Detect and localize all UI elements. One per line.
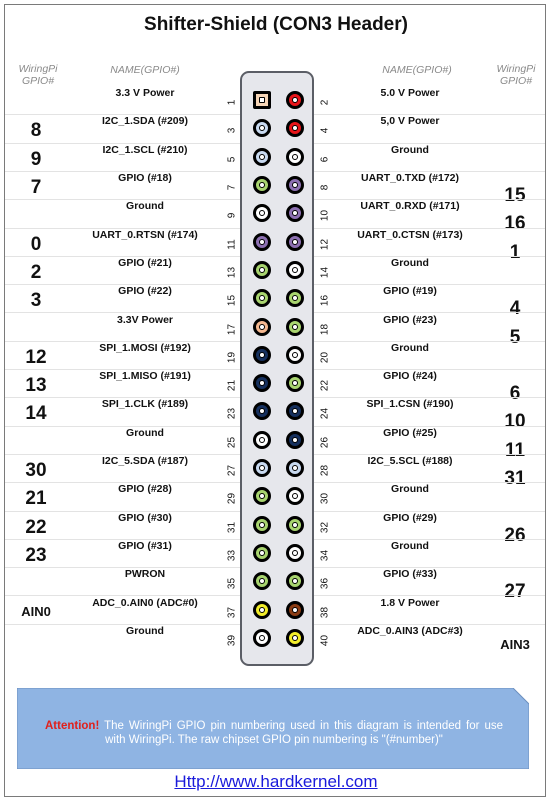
left-wiringpi-number: 7 [30,177,42,199]
pin-19-navy [253,346,271,364]
left-pin-name: I2C_5.SDA (#187) [102,455,188,468]
right-pin-name: GPIO (#24) [383,370,437,383]
right-pin-name: 1.8 V Power [380,596,440,609]
right-name-header: NAME(GPIO#) [382,64,452,76]
left-pin-number: 23 [226,408,238,420]
left-wiringpi-number: 13 [25,375,47,397]
left-pin-number: 1 [226,99,238,106]
left-wiringpi-number: 23 [25,544,47,566]
pin-31-green [253,516,271,534]
pin-34-black [286,544,304,562]
pin-28-lightblue [286,459,304,477]
pin-11-purple [253,233,271,251]
left-pin-name: 3.3 V Power [115,87,175,100]
pin-27-lightblue [253,459,271,477]
left-wiringpi-number: 0 [30,233,42,255]
right-pin-name: Ground [391,483,429,496]
right-wiringpi-header-line2: GPIO# [499,75,533,87]
right-pin-number: 36 [319,578,331,590]
pin-8-purple [286,176,304,194]
right-pin-number: 22 [319,380,331,392]
left-pin-number: 25 [226,436,238,448]
left-wiringpi-number: 12 [25,346,47,368]
right-wiringpi-header [488,63,544,87]
left-pin-name: 3.3V Power [116,313,174,326]
left-pin-number: 37 [226,606,238,618]
left-pin-name: ADC_0.AIN0 (ADC#0) [92,596,198,609]
left-pin-name: GPIO (#21) [118,256,172,269]
pin-13-green [253,261,271,279]
left-pin-name: GPIO (#31) [118,539,172,552]
right-wiringpi-number: 16 [504,213,526,235]
right-pin-number: 12 [319,238,331,250]
right-pin-name: ADC_0.AIN3 (ADC#3) [357,624,463,637]
right-pin-name: GPIO (#23) [383,313,437,326]
left-wiringpi-header-line1: WiringPi [18,63,58,75]
right-pin-name: Ground [391,341,429,354]
pin-14-black [286,261,304,279]
right-wiringpi-number: 31 [504,468,526,490]
pin-20-black [286,346,304,364]
left-pin-number: 29 [226,493,238,505]
left-pin-number: 9 [226,213,238,219]
pin-18-green [286,318,304,336]
right-pin-number: 10 [319,210,331,222]
left-pin-name: SPI_1.MOSI (#192) [99,341,191,354]
right-pin-name: UART_0.CTSN (#173) [357,228,463,241]
left-pin-number: 27 [226,464,238,477]
pin-37-yellow [253,601,271,619]
right-pin-name: GPIO (#29) [383,511,437,524]
left-wiringpi-number: 3 [30,290,42,312]
pin-7-green [253,176,271,194]
right-pin-number: 38 [319,606,331,618]
diagram-title: Shifter-Shield (CON3 Header) [144,14,408,35]
left-wiringpi-header-line2: GPIO# [21,75,55,87]
pin-12-purple [286,233,304,251]
right-wiringpi-number: AIN3 [500,636,530,652]
right-pin-number: 26 [319,436,331,448]
right-pin-number: 18 [319,323,331,335]
pin-25-black [253,431,271,449]
left-pin-number: 3 [226,128,238,134]
right-wiringpi-number: 27 [504,581,526,603]
pin-17-orange [253,318,271,336]
right-wiringpi-number: 5 [509,326,521,348]
pin-38-brown [286,601,304,619]
left-wiringpi-number: 14 [25,403,47,425]
pin-33-green [253,544,271,562]
right-pin-number: 30 [319,493,331,505]
left-pin-name: GPIO (#30) [118,511,172,524]
right-pin-name: SPI_1.CSN (#190) [366,398,454,411]
right-pin-number: 20 [319,351,331,363]
attention-box [17,688,529,769]
right-pin-number: 6 [319,156,331,163]
left-wiringpi-number: 9 [30,148,42,170]
attention-label: Attention! [45,720,100,732]
right-pin-number: 28 [319,464,331,477]
right-pin-name: GPIO (#19) [383,285,437,298]
left-pin-name: GPIO (#22) [118,285,172,298]
left-pin-number: 17 [226,323,238,335]
left-pin-number: 5 [226,156,238,163]
attention-body: The WiringPi GPIO pin numbering used in this diagram is intended for use with WiringPi. The raw chipset GPIO pin numbering is "(#number)" [99,720,503,746]
left-pin-number: 11 [226,238,238,250]
left-pin-number: 13 [226,266,238,278]
left-pin-number: 31 [226,521,238,533]
pin-6-black [286,148,304,166]
left-pin-name: Ground [126,200,164,213]
right-wiringpi-number: 15 [504,185,526,207]
left-wiringpi-number: 21 [25,488,47,510]
pin-40-yellow [286,629,304,647]
right-pin-name: UART_0.RXD (#171) [360,200,460,213]
left-pin-name: UART_0.RTSN (#174) [92,228,198,241]
attention-message [45,719,503,747]
hardkernel-link[interactable]: Http://www.hardkernel.com [174,772,378,791]
right-pin-name: 5.0 V Power [380,87,440,100]
left-name-header: NAME(GPIO#) [110,64,180,76]
right-pin-number: 34 [319,549,331,561]
pin-1-square [253,91,271,109]
right-wiringpi-number: 6 [509,383,521,405]
right-wiringpi-number: 26 [504,524,526,546]
pin-32-green [286,516,304,534]
pin-39-black [253,629,271,647]
pin-26-navy [286,431,304,449]
left-pin-name: PWRON [124,568,166,581]
right-pin-name: Ground [391,256,429,269]
left-pin-name: GPIO (#28) [118,483,172,496]
right-pin-number: 24 [319,408,331,420]
right-pin-number: 16 [319,295,331,307]
left-pin-number: 33 [226,549,238,561]
left-pin-name: SPI_1.CLK (#189) [101,398,189,411]
left-pin-name: Ground [126,426,164,439]
left-pin-number: 19 [226,351,238,363]
right-pin-name: Ground [391,143,429,156]
right-pin-number: 4 [319,128,331,134]
right-pin-name: I2C_5.SCL (#188) [367,455,453,468]
left-pin-name: SPI_1.MISO (#191) [99,370,191,383]
left-wiringpi-number: 8 [30,120,42,142]
left-wiringpi-number: 30 [25,460,47,482]
left-pin-number: 21 [226,380,238,392]
left-wiringpi-number: 22 [25,516,47,538]
right-pin-number: 40 [319,634,331,646]
right-pin-number: 8 [319,184,331,191]
left-pin-number: 15 [226,295,238,307]
pin-5-lightblue [253,148,271,166]
right-pin-number: 14 [319,266,331,278]
right-pin-number: 32 [319,521,331,533]
right-wiringpi-number: 10 [504,411,526,433]
right-wiringpi-number: 1 [509,241,521,263]
left-pin-number: 39 [226,634,238,646]
right-pin-name: GPIO (#25) [383,426,437,439]
left-pin-name: GPIO (#18) [118,172,172,185]
right-wiringpi-number: 11 [504,439,526,461]
left-pin-number: 7 [226,184,238,191]
right-wiringpi-number: 4 [509,298,521,320]
right-pin-name: GPIO (#33) [383,568,437,581]
right-pin-number: 2 [319,99,331,106]
right-wiringpi-header-line1: WiringPi [496,63,536,75]
left-pin-name: I2C_1.SDA (#209) [102,115,188,128]
left-pin-name: Ground [126,624,164,637]
left-wiringpi-number: AIN0 [21,603,51,619]
left-wiringpi-number: 2 [30,261,42,283]
left-pin-name: I2C_1.SCL (#210) [102,143,188,156]
left-pin-number: 35 [226,578,238,590]
right-pin-name: 5,0 V Power [380,115,440,128]
right-pin-name: Ground [391,539,429,552]
right-pin-name: UART_0.TXD (#172) [360,172,460,185]
left-wiringpi-header [12,63,64,87]
